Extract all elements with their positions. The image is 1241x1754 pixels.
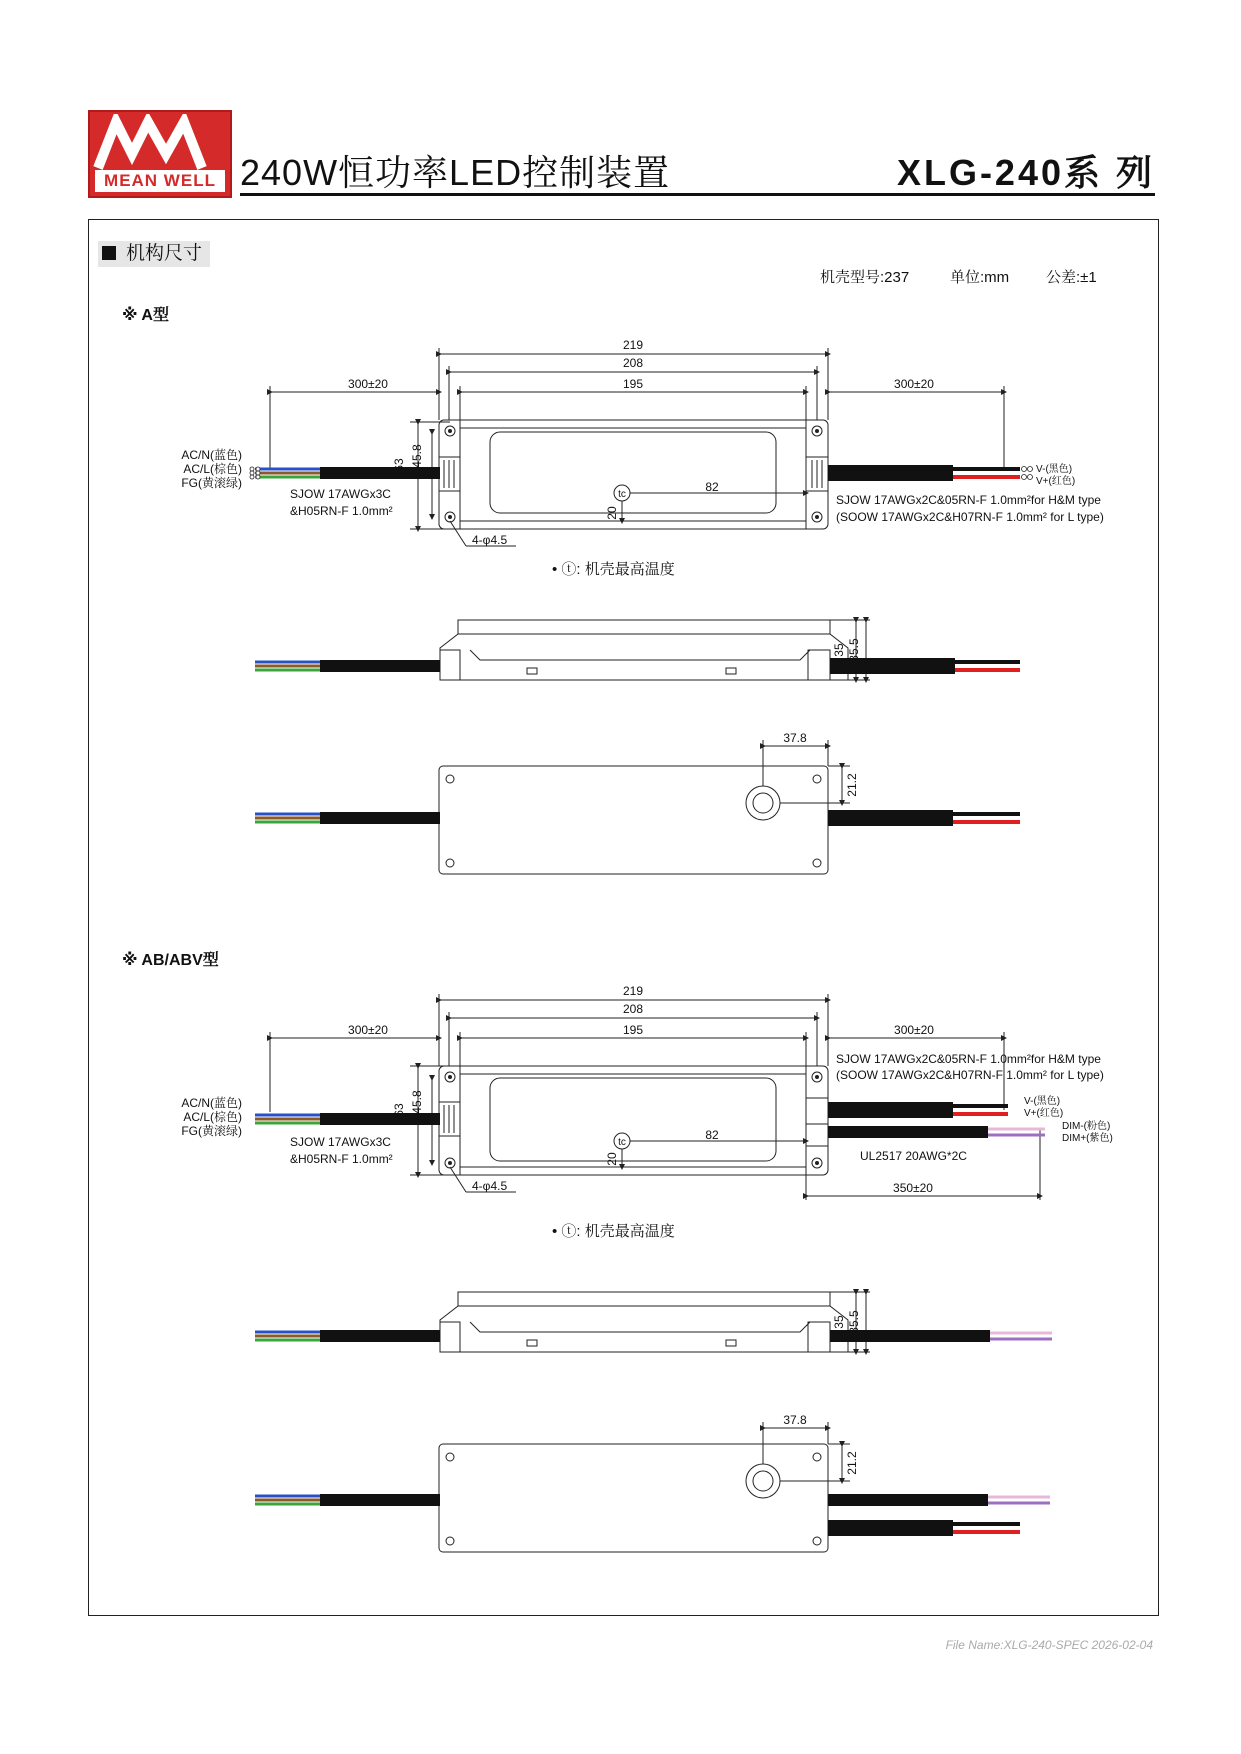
ab-dim-side-h2: 35.5	[847, 1310, 861, 1334]
dim-height-inner: 45.8	[410, 444, 424, 468]
input-label-l: AC/L(棕色)	[183, 462, 242, 476]
type-a-heading: ※ A型	[122, 307, 169, 324]
dim-overall: 219	[622, 338, 644, 352]
input-label-n: AC/N(蓝色)	[181, 448, 242, 462]
type-a-input-wires	[250, 467, 440, 479]
ab-input-label-n: AC/N(蓝色)	[181, 1096, 242, 1110]
ab-dim-bottom-x: 37.8	[783, 1413, 807, 1427]
input-label-fg: FG(黄滚绿)	[181, 476, 242, 490]
dim-side-h1: 35	[832, 643, 846, 657]
ab-dim-tc-x: 82	[705, 1128, 719, 1142]
output-label-pos: V+(红色)	[1036, 476, 1076, 487]
type-ab-heading: ※ AB/ABV型	[122, 952, 219, 969]
ab-dim-height: 63	[392, 1103, 406, 1117]
ab-dim-tc-y: 20	[605, 1152, 619, 1166]
ab-dim-bottom-y: 21.2	[845, 1451, 859, 1475]
ab-dim-lead-out: 300±20	[894, 1023, 934, 1037]
type-a-output-wires	[828, 465, 1033, 481]
ab-output-label-neg: V-(黑色)	[1024, 1096, 1061, 1107]
type-ab-bottom-wires	[255, 1494, 1050, 1536]
input-cable-1: SJOW 17AWGx3C	[290, 487, 391, 501]
unit-label: 单位:mm	[950, 269, 1010, 286]
output-cable-1: SJOW 17AWGx2C&05RN-F 1.0mm²for H&M type	[836, 493, 1101, 507]
ab-input-cable-1: SJOW 17AWGx3C	[290, 1135, 391, 1149]
ab-dim-body: 208	[622, 1002, 644, 1016]
ab-dim-side-h1: 35	[832, 1315, 846, 1329]
ab-dim-lead-in: 300±20	[348, 1023, 388, 1037]
dim-height: 63	[392, 458, 406, 472]
dim-side-h2: 35.5	[847, 638, 861, 662]
dim-body: 208	[622, 356, 644, 370]
ab-dim-label-pos: DIM+(紫色)	[1062, 1133, 1113, 1144]
ab-output-cable-2: (SOOW 17AWGx2C&H07RN-F 1.0mm² for L type)	[836, 1068, 1104, 1082]
type-a-side-view	[440, 620, 870, 680]
tolerance-label: 公差:±1	[1046, 269, 1097, 286]
ab-input-label-fg: FG(黄滚绿)	[181, 1124, 242, 1138]
ab-output-label-pos: V+(红色)	[1024, 1108, 1064, 1119]
input-cable-2: &H05RN-F 1.0mm²	[290, 504, 393, 518]
case-number: 机壳型号:237	[820, 269, 910, 286]
output-cable-2: (SOOW 17AWGx2C&H07RN-F 1.0mm² for L type)	[836, 510, 1104, 524]
brand-name: MEAN WELL	[95, 170, 225, 192]
ab-output-cable-1: SJOW 17AWGx2C&05RN-F 1.0mm²for H&M type	[836, 1052, 1101, 1066]
ab-input-cable-2: &H05RN-F 1.0mm²	[290, 1152, 393, 1166]
ab-dim-lead: 350±20	[893, 1181, 933, 1195]
series-name: XLG-240系 列	[896, 152, 1155, 193]
dim-bottom-x: 37.8	[783, 731, 807, 745]
file-name-footer: File Name:XLG-240-SPEC 2026-02-04	[945, 1638, 1153, 1652]
dim-inner: 195	[622, 377, 644, 391]
type-ab-side-view	[440, 1292, 870, 1352]
ab-tc-symbol: tc	[618, 1137, 626, 1148]
ab-dim-label-neg: DIM-(粉色)	[1062, 1121, 1111, 1132]
output-label-neg: V-(黑色)	[1036, 464, 1073, 475]
ab-dim-cable: UL2517 20AWG*2C	[860, 1149, 967, 1163]
section-title: 机构尺寸	[126, 243, 203, 264]
ab-dim-hole: 4-φ4.5	[472, 1179, 508, 1193]
dim-bottom-y: 21.2	[845, 773, 859, 797]
dim-lead-out: 300±20	[894, 377, 934, 391]
page-title: 240W恒功率LED控制装置	[240, 152, 671, 193]
dim-lead-in: 300±20	[348, 377, 388, 391]
type-ab-top-wires	[255, 1102, 1045, 1138]
type-a-bottom-wires	[255, 810, 1020, 826]
type-ab-bottom-view	[439, 1422, 850, 1552]
ab-tc-note: • ⓣ: 机壳最高温度	[552, 1223, 675, 1240]
ab-dim-height-inner: 45.8	[410, 1090, 424, 1114]
ab-dim-inner: 195	[622, 1023, 644, 1037]
dim-tc-x: 82	[705, 480, 719, 494]
tc-note: • ⓣ: 机壳最高温度	[552, 561, 675, 578]
ab-input-label-l: AC/L(棕色)	[183, 1110, 242, 1124]
dim-tc-y: 20	[605, 506, 619, 520]
dim-hole: 4-φ4.5	[472, 533, 508, 547]
type-a-bottom-view	[439, 740, 850, 874]
ab-dim-overall: 219	[622, 984, 644, 998]
tc-symbol: tc	[618, 489, 626, 500]
